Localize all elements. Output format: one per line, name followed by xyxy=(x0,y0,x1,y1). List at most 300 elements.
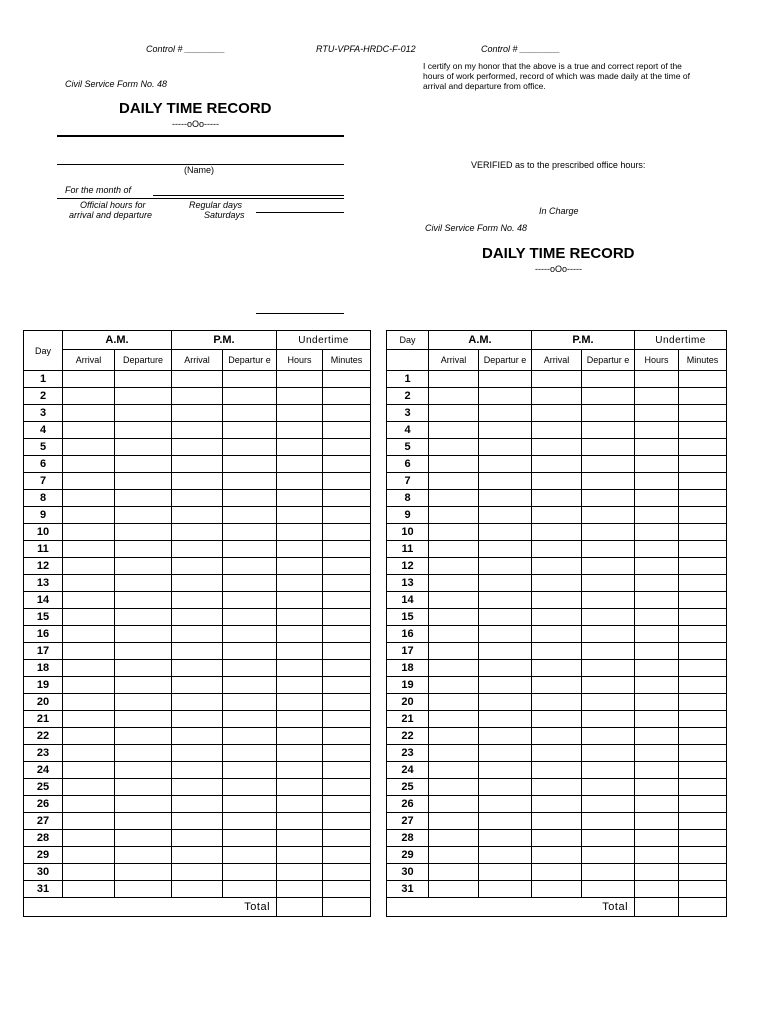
undertime-hours-cell[interactable] xyxy=(635,439,679,456)
undertime-hours-cell[interactable] xyxy=(635,813,679,830)
pm-arrival-cell[interactable] xyxy=(172,422,223,439)
am-arrival-cell[interactable] xyxy=(429,456,479,473)
am-departure-cell[interactable] xyxy=(115,473,172,490)
am-arrival-cell[interactable] xyxy=(429,439,479,456)
pm-departure-cell[interactable] xyxy=(582,847,635,864)
undertime-minutes-cell[interactable] xyxy=(323,813,371,830)
am-arrival-cell[interactable] xyxy=(63,473,115,490)
undertime-minutes-cell[interactable] xyxy=(323,490,371,507)
pm-departure-cell[interactable] xyxy=(223,694,277,711)
pm-arrival-cell[interactable] xyxy=(172,541,223,558)
undertime-minutes-cell[interactable] xyxy=(323,660,371,677)
undertime-hours-cell[interactable] xyxy=(635,609,679,626)
undertime-minutes-cell[interactable] xyxy=(679,728,727,745)
undertime-hours-cell[interactable] xyxy=(635,558,679,575)
am-arrival-cell[interactable] xyxy=(63,422,115,439)
undertime-hours-cell[interactable] xyxy=(277,847,323,864)
pm-departure-cell[interactable] xyxy=(223,626,277,643)
undertime-hours-cell[interactable] xyxy=(635,660,679,677)
am-arrival-cell[interactable] xyxy=(63,711,115,728)
undertime-hours-cell[interactable] xyxy=(635,762,679,779)
undertime-hours-cell[interactable] xyxy=(277,456,323,473)
undertime-hours-cell[interactable] xyxy=(277,660,323,677)
pm-departure-cell[interactable] xyxy=(582,626,635,643)
undertime-hours-cell[interactable] xyxy=(277,881,323,898)
month-line[interactable] xyxy=(153,195,344,196)
pm-departure-cell[interactable] xyxy=(582,813,635,830)
pm-arrival-cell[interactable] xyxy=(532,575,582,592)
am-arrival-cell[interactable] xyxy=(429,728,479,745)
undertime-minutes-cell[interactable] xyxy=(323,847,371,864)
am-departure-cell[interactable] xyxy=(479,626,532,643)
undertime-minutes-cell[interactable] xyxy=(323,507,371,524)
pm-departure-cell[interactable] xyxy=(582,524,635,541)
am-arrival-cell[interactable] xyxy=(63,524,115,541)
am-departure-cell[interactable] xyxy=(479,388,532,405)
undertime-minutes-cell[interactable] xyxy=(323,388,371,405)
am-departure-cell[interactable] xyxy=(115,507,172,524)
undertime-minutes-cell[interactable] xyxy=(679,864,727,881)
am-departure-cell[interactable] xyxy=(115,575,172,592)
undertime-minutes-cell[interactable] xyxy=(323,677,371,694)
undertime-minutes-cell[interactable] xyxy=(679,762,727,779)
pm-departure-cell[interactable] xyxy=(223,473,277,490)
am-arrival-cell[interactable] xyxy=(63,507,115,524)
am-departure-cell[interactable] xyxy=(115,745,172,762)
undertime-hours-cell[interactable] xyxy=(635,626,679,643)
undertime-hours-cell[interactable] xyxy=(277,558,323,575)
am-arrival-cell[interactable] xyxy=(63,830,115,847)
am-departure-cell[interactable] xyxy=(479,575,532,592)
pm-arrival-cell[interactable] xyxy=(532,473,582,490)
undertime-minutes-cell[interactable] xyxy=(323,711,371,728)
undertime-hours-cell[interactable] xyxy=(635,388,679,405)
undertime-hours-cell[interactable] xyxy=(635,677,679,694)
pm-departure-cell[interactable] xyxy=(223,881,277,898)
undertime-hours-cell[interactable] xyxy=(277,779,323,796)
pm-departure-cell[interactable] xyxy=(223,847,277,864)
total-minutes-cell[interactable] xyxy=(679,898,727,917)
undertime-minutes-cell[interactable] xyxy=(323,796,371,813)
pm-arrival-cell[interactable] xyxy=(532,779,582,796)
am-departure-cell[interactable] xyxy=(479,473,532,490)
am-arrival-cell[interactable] xyxy=(63,660,115,677)
undertime-minutes-cell[interactable] xyxy=(679,371,727,388)
pm-arrival-cell[interactable] xyxy=(532,592,582,609)
undertime-hours-cell[interactable] xyxy=(635,524,679,541)
pm-arrival-cell[interactable] xyxy=(532,405,582,422)
pm-departure-cell[interactable] xyxy=(582,711,635,728)
pm-arrival-cell[interactable] xyxy=(172,592,223,609)
am-arrival-cell[interactable] xyxy=(429,745,479,762)
undertime-minutes-cell[interactable] xyxy=(679,507,727,524)
am-departure-cell[interactable] xyxy=(115,439,172,456)
am-arrival-cell[interactable] xyxy=(63,456,115,473)
undertime-hours-cell[interactable] xyxy=(277,609,323,626)
undertime-hours-cell[interactable] xyxy=(277,762,323,779)
pm-arrival-cell[interactable] xyxy=(532,864,582,881)
am-arrival-cell[interactable] xyxy=(429,677,479,694)
pm-departure-cell[interactable] xyxy=(582,643,635,660)
am-departure-cell[interactable] xyxy=(115,728,172,745)
pm-arrival-cell[interactable] xyxy=(532,881,582,898)
am-departure-cell[interactable] xyxy=(115,711,172,728)
pm-departure-cell[interactable] xyxy=(582,473,635,490)
undertime-hours-cell[interactable] xyxy=(277,643,323,660)
am-arrival-cell[interactable] xyxy=(63,592,115,609)
am-arrival-cell[interactable] xyxy=(429,490,479,507)
pm-arrival-cell[interactable] xyxy=(532,830,582,847)
am-departure-cell[interactable] xyxy=(479,609,532,626)
undertime-minutes-cell[interactable] xyxy=(323,728,371,745)
saturdays-line[interactable] xyxy=(256,313,344,314)
pm-departure-cell[interactable] xyxy=(223,864,277,881)
pm-arrival-cell[interactable] xyxy=(172,388,223,405)
undertime-minutes-cell[interactable] xyxy=(679,592,727,609)
am-departure-cell[interactable] xyxy=(115,660,172,677)
pm-arrival-cell[interactable] xyxy=(172,473,223,490)
undertime-minutes-cell[interactable] xyxy=(679,847,727,864)
am-departure-cell[interactable] xyxy=(115,405,172,422)
pm-departure-cell[interactable] xyxy=(582,558,635,575)
pm-arrival-cell[interactable] xyxy=(172,626,223,643)
am-departure-cell[interactable] xyxy=(115,813,172,830)
undertime-minutes-cell[interactable] xyxy=(679,609,727,626)
pm-arrival-cell[interactable] xyxy=(172,830,223,847)
undertime-hours-cell[interactable] xyxy=(635,490,679,507)
undertime-hours-cell[interactable] xyxy=(635,371,679,388)
undertime-minutes-cell[interactable] xyxy=(679,541,727,558)
am-arrival-cell[interactable] xyxy=(429,405,479,422)
undertime-hours-cell[interactable] xyxy=(277,473,323,490)
undertime-minutes-cell[interactable] xyxy=(679,660,727,677)
pm-arrival-cell[interactable] xyxy=(532,745,582,762)
undertime-minutes-cell[interactable] xyxy=(323,643,371,660)
undertime-hours-cell[interactable] xyxy=(635,711,679,728)
pm-arrival-cell[interactable] xyxy=(532,456,582,473)
pm-arrival-cell[interactable] xyxy=(532,762,582,779)
pm-arrival-cell[interactable] xyxy=(532,507,582,524)
am-departure-cell[interactable] xyxy=(479,456,532,473)
am-departure-cell[interactable] xyxy=(115,422,172,439)
pm-arrival-cell[interactable] xyxy=(172,813,223,830)
am-departure-cell[interactable] xyxy=(479,371,532,388)
am-arrival-cell[interactable] xyxy=(429,626,479,643)
undertime-minutes-cell[interactable] xyxy=(323,473,371,490)
undertime-hours-cell[interactable] xyxy=(277,864,323,881)
pm-departure-cell[interactable] xyxy=(582,677,635,694)
am-departure-cell[interactable] xyxy=(115,558,172,575)
total-hours-cell[interactable] xyxy=(277,898,323,917)
pm-arrival-cell[interactable] xyxy=(172,694,223,711)
pm-arrival-cell[interactable] xyxy=(172,762,223,779)
am-arrival-cell[interactable] xyxy=(63,796,115,813)
pm-departure-cell[interactable] xyxy=(223,558,277,575)
undertime-minutes-cell[interactable] xyxy=(323,830,371,847)
pm-departure-cell[interactable] xyxy=(582,575,635,592)
am-arrival-cell[interactable] xyxy=(63,847,115,864)
am-arrival-cell[interactable] xyxy=(63,609,115,626)
pm-departure-cell[interactable] xyxy=(582,830,635,847)
undertime-hours-cell[interactable] xyxy=(277,371,323,388)
undertime-hours-cell[interactable] xyxy=(635,575,679,592)
am-departure-cell[interactable] xyxy=(479,405,532,422)
undertime-hours-cell[interactable] xyxy=(635,405,679,422)
am-arrival-cell[interactable] xyxy=(63,745,115,762)
am-departure-cell[interactable] xyxy=(115,762,172,779)
undertime-hours-cell[interactable] xyxy=(635,592,679,609)
pm-arrival-cell[interactable] xyxy=(172,609,223,626)
am-arrival-cell[interactable] xyxy=(63,677,115,694)
undertime-hours-cell[interactable] xyxy=(277,541,323,558)
am-arrival-cell[interactable] xyxy=(429,558,479,575)
pm-departure-cell[interactable] xyxy=(582,796,635,813)
undertime-minutes-cell[interactable] xyxy=(323,694,371,711)
am-arrival-cell[interactable] xyxy=(63,728,115,745)
undertime-minutes-cell[interactable] xyxy=(679,677,727,694)
am-departure-cell[interactable] xyxy=(115,592,172,609)
pm-departure-cell[interactable] xyxy=(582,728,635,745)
pm-departure-cell[interactable] xyxy=(223,711,277,728)
am-departure-cell[interactable] xyxy=(115,456,172,473)
undertime-hours-cell[interactable] xyxy=(277,422,323,439)
am-arrival-cell[interactable] xyxy=(63,490,115,507)
am-arrival-cell[interactable] xyxy=(63,541,115,558)
am-arrival-cell[interactable] xyxy=(63,388,115,405)
am-arrival-cell[interactable] xyxy=(429,422,479,439)
pm-arrival-cell[interactable] xyxy=(172,728,223,745)
undertime-hours-cell[interactable] xyxy=(277,490,323,507)
pm-departure-cell[interactable] xyxy=(582,388,635,405)
undertime-hours-cell[interactable] xyxy=(635,694,679,711)
am-departure-cell[interactable] xyxy=(479,643,532,660)
am-arrival-cell[interactable] xyxy=(429,830,479,847)
am-departure-cell[interactable] xyxy=(479,830,532,847)
pm-departure-cell[interactable] xyxy=(582,541,635,558)
undertime-minutes-cell[interactable] xyxy=(679,524,727,541)
pm-arrival-cell[interactable] xyxy=(532,490,582,507)
undertime-minutes-cell[interactable] xyxy=(323,575,371,592)
am-departure-cell[interactable] xyxy=(115,779,172,796)
undertime-hours-cell[interactable] xyxy=(635,847,679,864)
am-arrival-cell[interactable] xyxy=(429,881,479,898)
undertime-minutes-cell[interactable] xyxy=(323,422,371,439)
undertime-hours-cell[interactable] xyxy=(635,745,679,762)
undertime-minutes-cell[interactable] xyxy=(679,745,727,762)
total-minutes-cell[interactable] xyxy=(323,898,371,917)
undertime-minutes-cell[interactable] xyxy=(679,575,727,592)
am-departure-cell[interactable] xyxy=(115,881,172,898)
undertime-hours-cell[interactable] xyxy=(277,439,323,456)
am-arrival-cell[interactable] xyxy=(429,711,479,728)
pm-departure-cell[interactable] xyxy=(223,371,277,388)
pm-arrival-cell[interactable] xyxy=(532,711,582,728)
undertime-hours-cell[interactable] xyxy=(635,456,679,473)
am-arrival-cell[interactable] xyxy=(63,575,115,592)
undertime-minutes-cell[interactable] xyxy=(323,762,371,779)
am-departure-cell[interactable] xyxy=(115,524,172,541)
pm-arrival-cell[interactable] xyxy=(172,507,223,524)
pm-departure-cell[interactable] xyxy=(582,456,635,473)
pm-arrival-cell[interactable] xyxy=(532,524,582,541)
undertime-hours-cell[interactable] xyxy=(277,728,323,745)
am-arrival-cell[interactable] xyxy=(63,626,115,643)
pm-arrival-cell[interactable] xyxy=(172,779,223,796)
pm-arrival-cell[interactable] xyxy=(532,541,582,558)
undertime-hours-cell[interactable] xyxy=(635,881,679,898)
undertime-minutes-cell[interactable] xyxy=(323,592,371,609)
undertime-hours-cell[interactable] xyxy=(277,388,323,405)
undertime-hours-cell[interactable] xyxy=(635,541,679,558)
undertime-hours-cell[interactable] xyxy=(277,405,323,422)
undertime-minutes-cell[interactable] xyxy=(323,456,371,473)
pm-arrival-cell[interactable] xyxy=(532,796,582,813)
am-departure-cell[interactable] xyxy=(479,660,532,677)
pm-arrival-cell[interactable] xyxy=(532,558,582,575)
am-departure-cell[interactable] xyxy=(479,847,532,864)
undertime-minutes-cell[interactable] xyxy=(679,456,727,473)
am-arrival-cell[interactable] xyxy=(429,643,479,660)
pm-departure-cell[interactable] xyxy=(223,830,277,847)
undertime-minutes-cell[interactable] xyxy=(323,524,371,541)
pm-departure-cell[interactable] xyxy=(582,439,635,456)
undertime-hours-cell[interactable] xyxy=(277,830,323,847)
am-departure-cell[interactable] xyxy=(115,643,172,660)
undertime-minutes-cell[interactable] xyxy=(679,881,727,898)
undertime-minutes-cell[interactable] xyxy=(323,745,371,762)
undertime-hours-cell[interactable] xyxy=(635,864,679,881)
undertime-minutes-cell[interactable] xyxy=(679,558,727,575)
pm-departure-cell[interactable] xyxy=(223,592,277,609)
pm-departure-cell[interactable] xyxy=(223,524,277,541)
pm-departure-cell[interactable] xyxy=(223,541,277,558)
pm-departure-cell[interactable] xyxy=(582,507,635,524)
pm-arrival-cell[interactable] xyxy=(172,711,223,728)
am-arrival-cell[interactable] xyxy=(429,388,479,405)
pm-departure-cell[interactable] xyxy=(582,609,635,626)
pm-arrival-cell[interactable] xyxy=(172,864,223,881)
pm-departure-cell[interactable] xyxy=(223,405,277,422)
am-arrival-cell[interactable] xyxy=(63,558,115,575)
am-departure-cell[interactable] xyxy=(115,830,172,847)
undertime-minutes-cell[interactable] xyxy=(323,779,371,796)
am-departure-cell[interactable] xyxy=(115,388,172,405)
am-arrival-cell[interactable] xyxy=(429,575,479,592)
am-departure-cell[interactable] xyxy=(115,541,172,558)
total-hours-cell[interactable] xyxy=(635,898,679,917)
undertime-minutes-cell[interactable] xyxy=(679,694,727,711)
pm-arrival-cell[interactable] xyxy=(532,439,582,456)
undertime-minutes-cell[interactable] xyxy=(323,371,371,388)
am-arrival-cell[interactable] xyxy=(429,592,479,609)
pm-departure-cell[interactable] xyxy=(223,813,277,830)
pm-departure-cell[interactable] xyxy=(223,388,277,405)
am-departure-cell[interactable] xyxy=(479,796,532,813)
am-departure-cell[interactable] xyxy=(479,524,532,541)
am-arrival-cell[interactable] xyxy=(429,694,479,711)
am-arrival-cell[interactable] xyxy=(429,660,479,677)
pm-arrival-cell[interactable] xyxy=(532,388,582,405)
pm-departure-cell[interactable] xyxy=(582,405,635,422)
am-arrival-cell[interactable] xyxy=(429,847,479,864)
undertime-hours-cell[interactable] xyxy=(635,507,679,524)
undertime-minutes-cell[interactable] xyxy=(679,796,727,813)
undertime-minutes-cell[interactable] xyxy=(679,779,727,796)
regular-days-line[interactable] xyxy=(256,212,344,213)
undertime-hours-cell[interactable] xyxy=(635,643,679,660)
am-departure-cell[interactable] xyxy=(479,592,532,609)
undertime-minutes-cell[interactable] xyxy=(679,643,727,660)
am-departure-cell[interactable] xyxy=(479,541,532,558)
pm-departure-cell[interactable] xyxy=(582,762,635,779)
am-arrival-cell[interactable] xyxy=(63,439,115,456)
am-arrival-cell[interactable] xyxy=(63,779,115,796)
undertime-minutes-cell[interactable] xyxy=(679,626,727,643)
am-departure-cell[interactable] xyxy=(479,490,532,507)
pm-arrival-cell[interactable] xyxy=(172,371,223,388)
am-departure-cell[interactable] xyxy=(115,609,172,626)
undertime-minutes-cell[interactable] xyxy=(323,609,371,626)
am-arrival-cell[interactable] xyxy=(429,864,479,881)
undertime-minutes-cell[interactable] xyxy=(679,422,727,439)
pm-departure-cell[interactable] xyxy=(582,694,635,711)
am-arrival-cell[interactable] xyxy=(429,609,479,626)
pm-arrival-cell[interactable] xyxy=(532,643,582,660)
undertime-hours-cell[interactable] xyxy=(277,813,323,830)
am-arrival-cell[interactable] xyxy=(63,762,115,779)
am-departure-cell[interactable] xyxy=(115,371,172,388)
pm-departure-cell[interactable] xyxy=(223,796,277,813)
undertime-hours-cell[interactable] xyxy=(635,728,679,745)
pm-departure-cell[interactable] xyxy=(223,728,277,745)
pm-departure-cell[interactable] xyxy=(582,490,635,507)
am-arrival-cell[interactable] xyxy=(63,643,115,660)
pm-departure-cell[interactable] xyxy=(223,660,277,677)
undertime-minutes-cell[interactable] xyxy=(679,405,727,422)
pm-departure-cell[interactable] xyxy=(223,575,277,592)
am-arrival-cell[interactable] xyxy=(429,796,479,813)
undertime-minutes-cell[interactable] xyxy=(679,490,727,507)
pm-departure-cell[interactable] xyxy=(223,439,277,456)
pm-arrival-cell[interactable] xyxy=(532,813,582,830)
am-departure-cell[interactable] xyxy=(115,490,172,507)
am-arrival-cell[interactable] xyxy=(429,473,479,490)
undertime-minutes-cell[interactable] xyxy=(323,439,371,456)
pm-departure-cell[interactable] xyxy=(582,422,635,439)
am-departure-cell[interactable] xyxy=(479,864,532,881)
pm-departure-cell[interactable] xyxy=(582,881,635,898)
am-arrival-cell[interactable] xyxy=(63,881,115,898)
undertime-hours-cell[interactable] xyxy=(277,626,323,643)
undertime-hours-cell[interactable] xyxy=(277,524,323,541)
am-departure-cell[interactable] xyxy=(479,711,532,728)
am-departure-cell[interactable] xyxy=(479,507,532,524)
pm-arrival-cell[interactable] xyxy=(172,575,223,592)
pm-departure-cell[interactable] xyxy=(582,592,635,609)
pm-departure-cell[interactable] xyxy=(223,779,277,796)
pm-arrival-cell[interactable] xyxy=(172,456,223,473)
pm-departure-cell[interactable] xyxy=(582,371,635,388)
pm-arrival-cell[interactable] xyxy=(532,609,582,626)
pm-departure-cell[interactable] xyxy=(223,422,277,439)
am-departure-cell[interactable] xyxy=(115,694,172,711)
am-departure-cell[interactable] xyxy=(479,422,532,439)
am-arrival-cell[interactable] xyxy=(63,864,115,881)
pm-departure-cell[interactable] xyxy=(582,864,635,881)
am-departure-cell[interactable] xyxy=(479,881,532,898)
am-departure-cell[interactable] xyxy=(115,864,172,881)
am-arrival-cell[interactable] xyxy=(63,405,115,422)
